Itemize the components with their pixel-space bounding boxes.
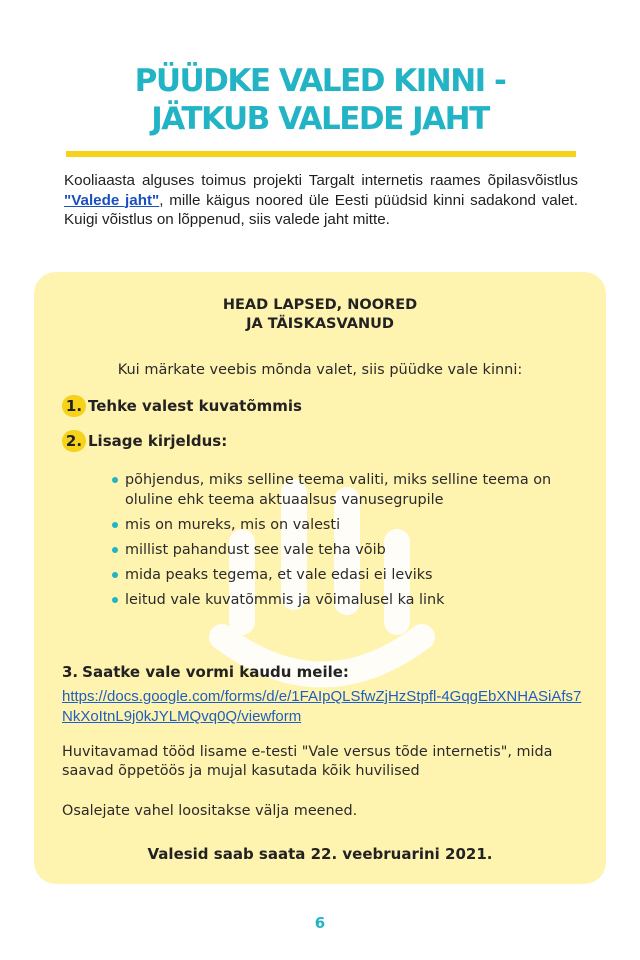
step-1-label: Tehke valest kuvatõmmis: [88, 397, 302, 415]
step-2: [62, 430, 227, 452]
step-2-number: 2.: [62, 430, 86, 452]
info-card: [34, 272, 606, 884]
page-title: [0, 62, 640, 138]
step-3-label: Saatke vale vormi kaudu meile:: [82, 663, 349, 681]
intro-paragraph: [64, 171, 578, 230]
valede-jaht-link[interactable]: "Valede jaht": [64, 191, 160, 209]
step-3: [62, 663, 349, 681]
step-2-label: Lisage kirjeldus:: [88, 432, 228, 450]
step-1: [62, 395, 302, 417]
prizes-paragraph: Osalejate vahel loositakse välja meened.: [62, 803, 358, 819]
intro-text-after: , mille käigus noored üle Eesti püüdsid kinni sadakond valet. Kuigi võistlus on lõppenud, siis valede jaht mitte.: [64, 191, 578, 228]
list-item: põhjendus, miks selline teema valiti, miks selline teema on oluline ehk teema aktuaalsus vanusegrupile: [112, 470, 582, 510]
title-divider: [66, 151, 576, 157]
list-item: mis on mureks, mis on valesti: [112, 515, 582, 535]
card-heading-line-2: JA TÄISKASVANUD: [246, 316, 394, 332]
card-heading: [34, 296, 606, 334]
step-3-number: 3.: [62, 663, 79, 681]
list-item: mida peaks tegema, et vale edasi ei leviks: [112, 565, 582, 585]
deadline-text: Valesid saab saata 22. veebruarini 2021.: [147, 845, 493, 863]
page-number: 6: [314, 914, 326, 932]
list-item: leitud vale kuvatõmmis ja võimalusel ka link: [112, 590, 582, 610]
description-list: [112, 470, 582, 615]
title-line-2: JÄTKUB VALEDE JAHT: [151, 101, 489, 137]
etest-paragraph: Huvitavamad tööd lisame e-testi "Vale versus tõde internetis", mida saavad õppetöös ja mujal kasutada kõik huvilised: [62, 744, 553, 779]
intro-text-before: Kooliaasta alguses toimus projekti Targalt internetis raames õpilasvõistlus: [64, 172, 578, 189]
google-form-link[interactable]: https://docs.google.com/forms/d/e/1FAIpQLSfwZjHzStpfl-4GqgEbXNHASiAfs7NkXoItnL9j0kJYLMQvq0Q/viewform: [62, 688, 582, 725]
card-lead: Kui märkate veebis mõnda valet, siis püüdke vale kinni:: [117, 362, 523, 378]
title-line-1: PÜÜDKE VALED KINNI -: [134, 63, 506, 99]
list-item: millist pahandust see vale teha võib: [112, 540, 582, 560]
step-1-number: 1.: [62, 395, 86, 417]
card-heading-line-1: HEAD LAPSED, NOORED: [222, 297, 418, 313]
